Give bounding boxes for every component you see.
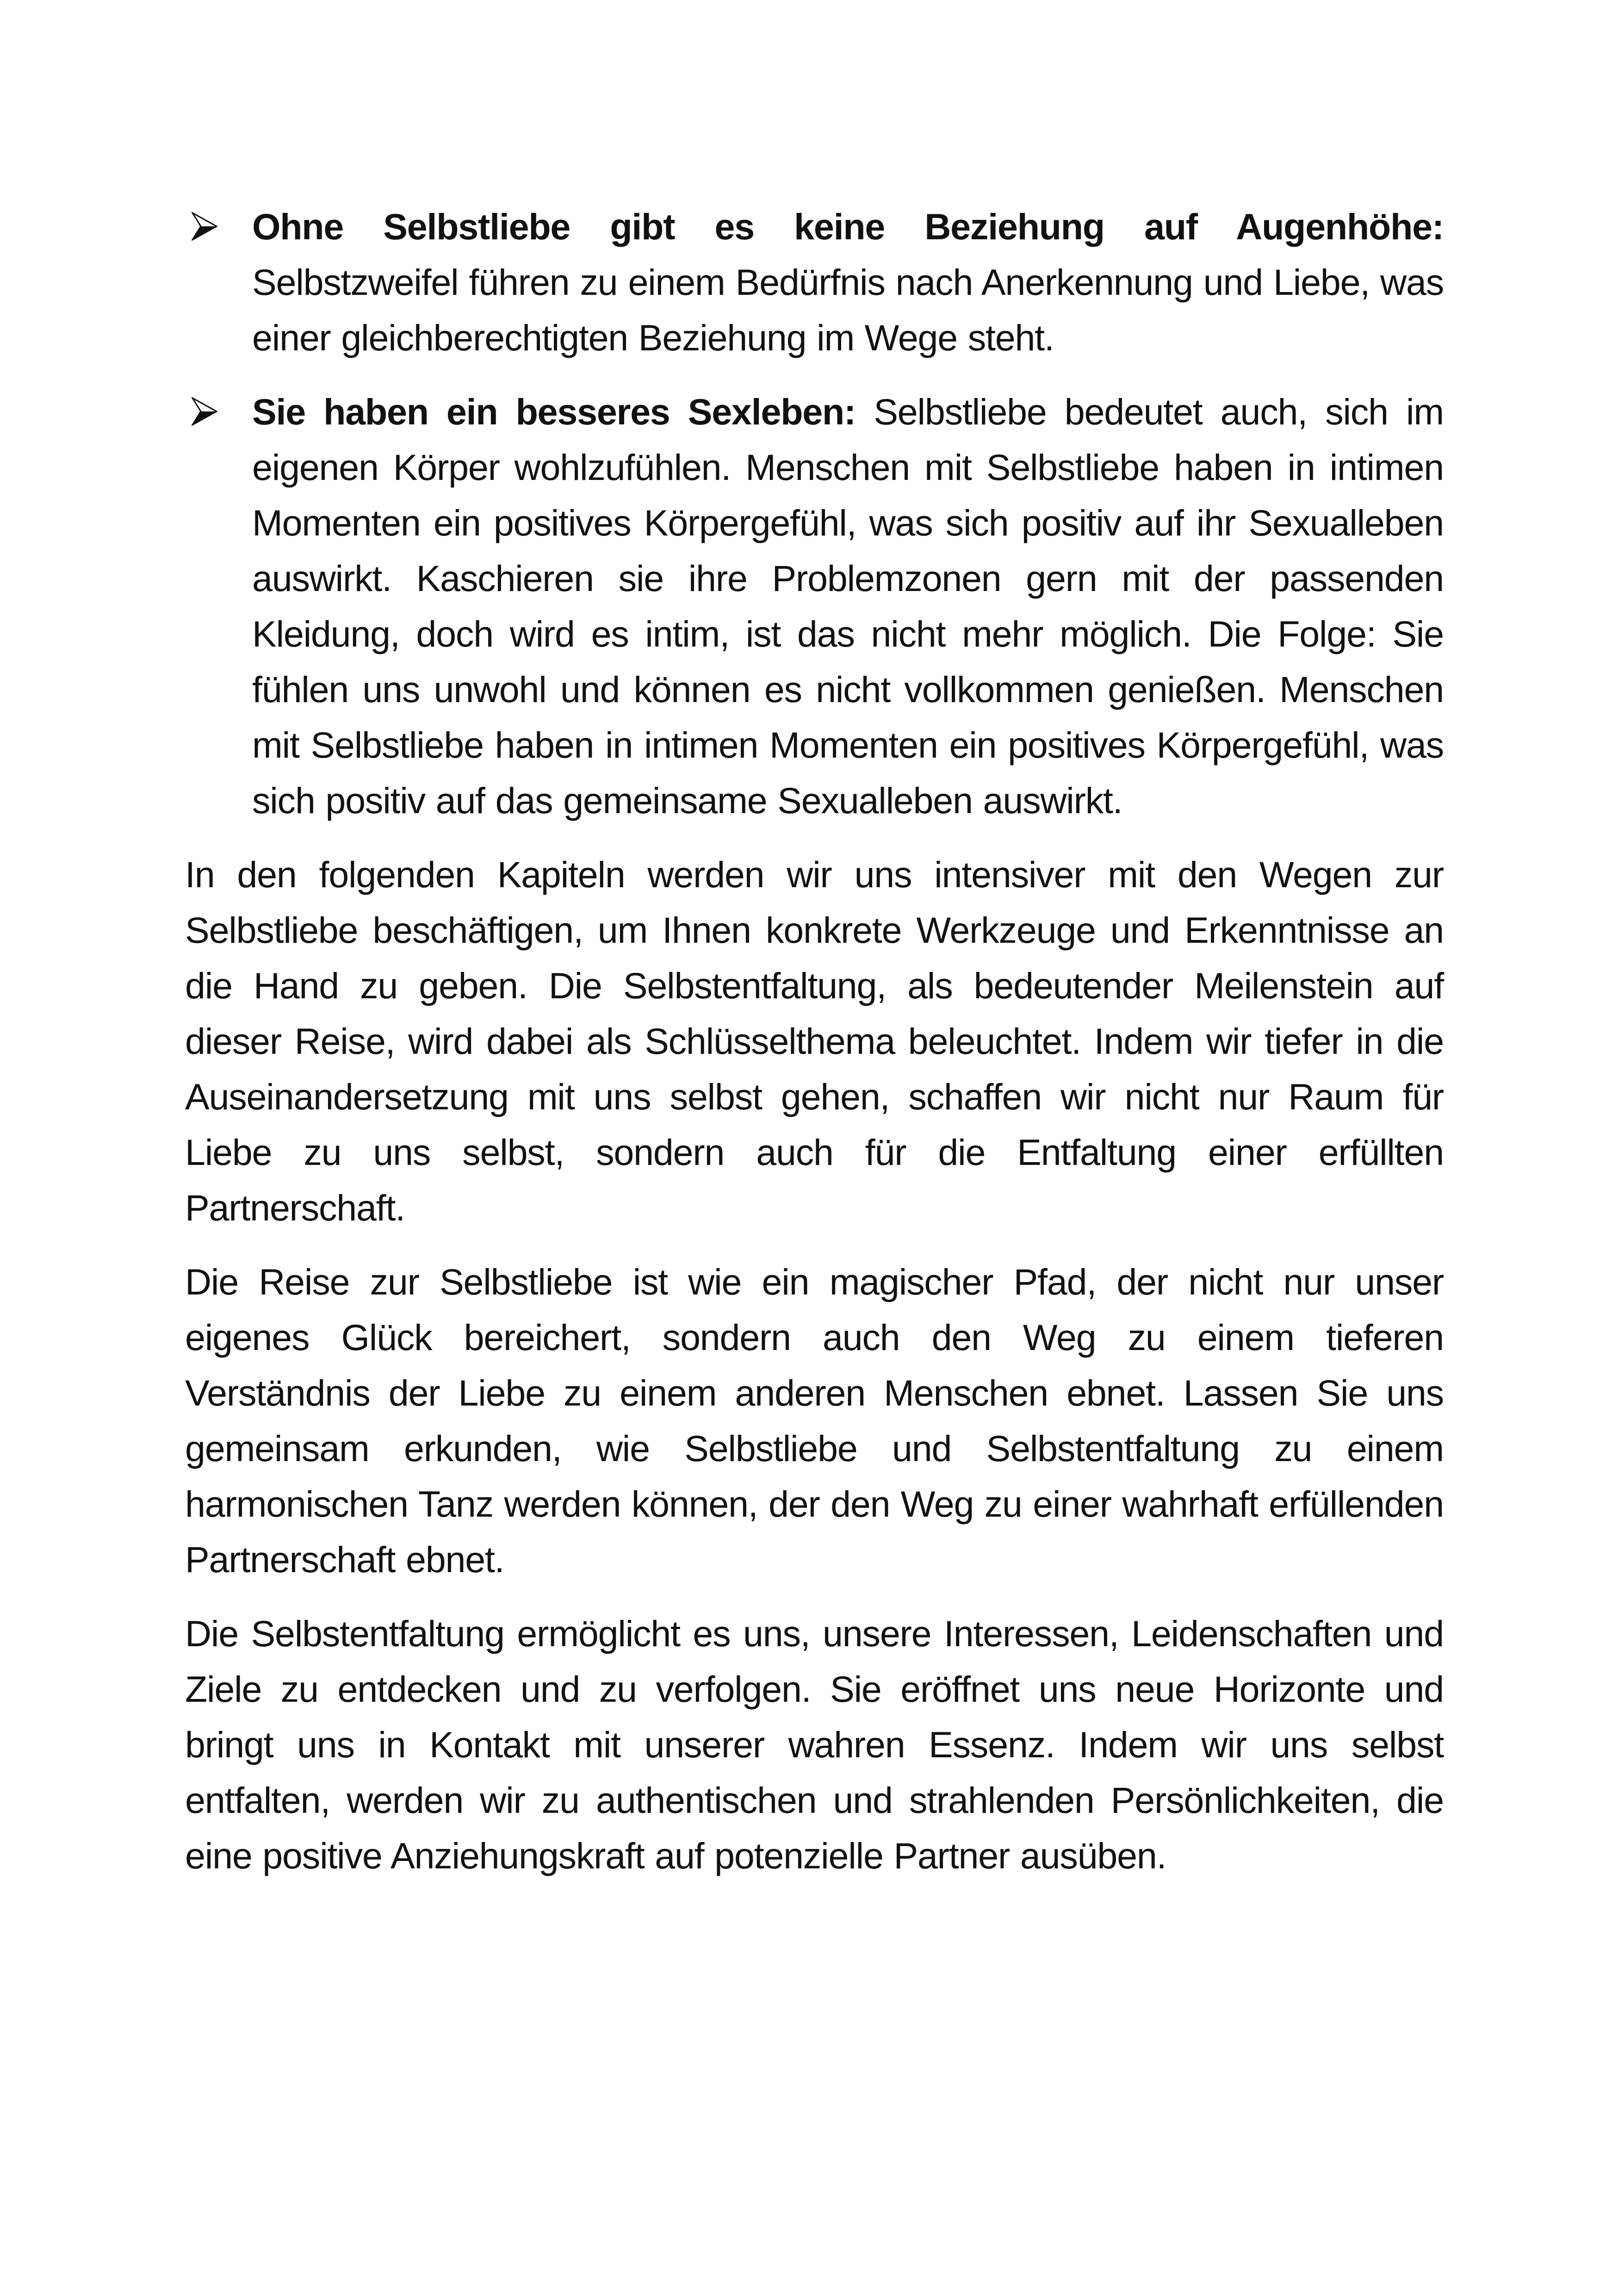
- bullet-body: Selbstliebe bedeutet auch, sich im eigenen Körper wohlzufühlen. Menschen mit Selbstliebe haben in intimen Momenten ein positives Körpergefühl, was sich positiv auf ihr Sexualleben auswirkt. Kaschieren sie ihre Problemzonen gern mit der passenden Kleidung, doch wird es intim, ist das nicht mehr möglich. Die Folge: Sie fühlen uns unwohl und können es nicht vollkommen genießen. Menschen mit Selbstliebe haben in intimen Momenten ein positives Körpergefühl, was sich positiv auf das gemeinsame Sexualleben auswirkt.: [252, 391, 1444, 821]
- bullet-item: [185, 384, 1444, 828]
- body-paragraph: In den folgenden Kapiteln werden wir uns intensiver mit den Wegen zur Selbstliebe beschäftigen, um Ihnen konkrete Werkzeuge und Erkenntnisse an die Hand zu geben. Die Selbstentfaltung, als bedeutender Meilenstein auf dieser Reise, wird dabei als Schlüsselthema beleuchtet. Indem wir tiefer in die Auseinandersetzung mit uns selbst gehen, schaffen wir nicht nur Raum für Liebe zu uns selbst, sondern auch für die Entfaltung einer erfüllten Partnerschaft.: [185, 854, 1444, 1228]
- arrowhead-bullet-icon: [192, 397, 217, 426]
- bullet-heading: Sie haben ein besseres Sexleben:: [252, 391, 856, 432]
- bullet-heading: Ohne Selbstliebe gibt es keine Beziehung auf Augenhöhe:: [252, 206, 1444, 247]
- document-page: [185, 199, 1444, 1902]
- body-paragraph: Die Selbstentfaltung ermöglicht es uns, unsere Interessen, Leidenschaften und Ziele zu entdecken und zu verfolgen. Sie eröffnet uns neue Horizonte und bringt uns in Kontakt mit unserer wahren Essenz. Indem wir uns selbst entfalten, werden wir zu authentischen und strahlenden Persönlichkeiten, die eine positive Anziehungskraft auf potenzielle Partner ausüben.: [185, 1613, 1444, 1876]
- bullet-body: Selbstzweifel führen zu einem Bedürfnis nach Anerkennung und Liebe, was einer gleichberechtigten Beziehung im Wege steht.: [252, 261, 1444, 358]
- bullet-item: [185, 199, 1444, 366]
- arrowhead-bullet-icon: [192, 212, 217, 241]
- body-paragraph: Die Reise zur Selbstliebe ist wie ein magischer Pfad, der nicht nur unser eigenes Glück bereichert, sondern auch den Weg zu einem tieferen Verständnis der Liebe zu einem anderen Menschen ebnet. Lassen Sie uns gemeinsam erkunden, wie Selbstliebe und Selbstentfaltung zu einem harmonischen Tanz werden können, der den Weg zu einer wahrhaft erfüllenden Partnerschaft ebnet.: [185, 1261, 1444, 1580]
